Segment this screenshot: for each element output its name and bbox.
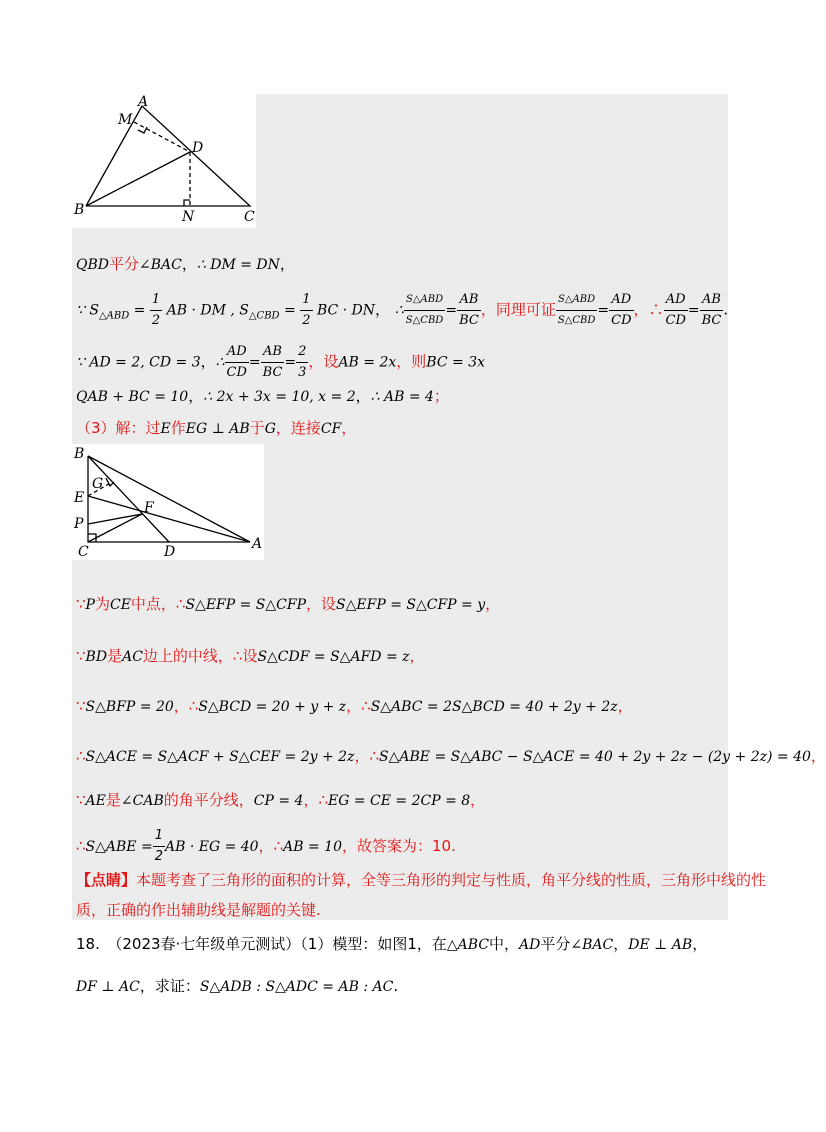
note-label: 【点睛】 bbox=[76, 871, 137, 889]
math: E bbox=[160, 421, 171, 437]
period: . bbox=[723, 300, 729, 319]
text: ，设 bbox=[308, 352, 339, 371]
text: 平分 bbox=[540, 935, 571, 953]
denominator: 2 bbox=[151, 313, 161, 328]
numerator: 1 bbox=[153, 826, 165, 847]
fraction bbox=[296, 342, 308, 383]
text: 是 bbox=[107, 647, 123, 665]
fig1-label-a: A bbox=[138, 94, 149, 110]
fig2-label-b: B bbox=[74, 446, 85, 462]
equals: = bbox=[445, 302, 458, 319]
question-18-line-2 bbox=[76, 976, 398, 997]
numerator: 1 bbox=[300, 290, 312, 311]
math: BC = 3x bbox=[426, 354, 485, 371]
math: AB + BC = 10 bbox=[87, 389, 189, 405]
because-symbol: ∵ bbox=[76, 595, 86, 613]
comma: ， bbox=[409, 647, 425, 665]
fig2-label-f: F bbox=[144, 500, 154, 516]
text: 为 bbox=[94, 595, 110, 613]
fraction bbox=[609, 290, 633, 331]
comma: ， bbox=[341, 419, 357, 437]
numerator: 2 bbox=[296, 342, 308, 363]
comma: ， bbox=[181, 255, 197, 273]
subscript: △CBD bbox=[248, 310, 280, 322]
comma: ， bbox=[810, 747, 826, 765]
fraction-half bbox=[300, 290, 312, 331]
text: ，连接 bbox=[275, 419, 321, 437]
math: CF bbox=[320, 421, 342, 437]
text: ，同理可证 bbox=[480, 300, 556, 319]
fraction-half bbox=[150, 290, 162, 331]
text: 边上的中线，∴设 bbox=[142, 647, 258, 665]
fig2-label-g: G bbox=[92, 476, 104, 492]
note-text: 质，正确的作出辅助线是解题的关键. bbox=[76, 901, 321, 919]
fig1-label-d: D bbox=[192, 140, 204, 156]
numerator: S△ABD bbox=[404, 290, 446, 311]
math: EG ⊥ AB bbox=[185, 421, 250, 437]
fraction-half bbox=[153, 826, 165, 867]
text: ，∴ bbox=[346, 697, 371, 715]
comma: ， bbox=[470, 791, 486, 809]
comma: ， bbox=[692, 935, 708, 953]
math: AE bbox=[85, 793, 106, 809]
fraction bbox=[225, 342, 249, 383]
math: CE bbox=[109, 597, 131, 613]
line-9 bbox=[76, 746, 826, 767]
math: AB · DM , S bbox=[162, 302, 249, 319]
text: ，∴ bbox=[354, 747, 380, 765]
line-2 bbox=[76, 290, 728, 331]
math: AB = 2x bbox=[338, 354, 397, 371]
text: 中点，∴ bbox=[130, 595, 186, 613]
line-13 bbox=[76, 900, 321, 920]
because-symbol: ∵ bbox=[76, 697, 86, 715]
math: AB = 10 bbox=[283, 839, 342, 855]
math: ∵ AD = 2, CD = 3 bbox=[76, 354, 201, 371]
math: S△ABE = bbox=[85, 839, 153, 855]
denominator: BC bbox=[701, 313, 722, 328]
math: S△EFP = S△CFP bbox=[185, 597, 307, 613]
math: S△ABC = 2S△BCD = 40 + 2y + 2z bbox=[370, 699, 618, 715]
therefore-symbol: ∴ bbox=[76, 837, 86, 855]
fig2-label-e: E bbox=[74, 490, 85, 506]
math: S△BCD = 20 + y + z bbox=[198, 699, 347, 715]
fraction bbox=[556, 290, 598, 331]
comma: ， bbox=[485, 595, 501, 613]
fig2-label-c: C bbox=[78, 544, 89, 560]
math: S△ADB : S△ADC = AB : AC bbox=[199, 979, 394, 995]
math: P bbox=[85, 597, 95, 613]
line-7 bbox=[76, 646, 425, 667]
note-text: 本题考查了三角形的面积的计算，全等三角形的判定与性质，角平分线的性质，三角形中线的性 bbox=[136, 871, 767, 889]
text: 于 bbox=[249, 419, 265, 437]
therefore-symbol: ∴ bbox=[215, 354, 225, 371]
equals: = bbox=[687, 302, 700, 319]
triangle-figure-1-svg bbox=[72, 94, 256, 228]
line-5 bbox=[76, 418, 356, 439]
fig1-label-n: N bbox=[182, 209, 195, 225]
denominator: 2 bbox=[302, 313, 311, 328]
equals: = bbox=[284, 354, 297, 371]
fraction bbox=[404, 290, 446, 331]
fig2-label-a: A bbox=[252, 536, 263, 552]
comma: ， bbox=[200, 352, 216, 371]
triangle-figure-2-svg bbox=[72, 444, 264, 560]
math: △ABC bbox=[446, 937, 490, 953]
fig1-label-c: C bbox=[244, 209, 255, 225]
math: G bbox=[264, 421, 276, 437]
numerator: AB bbox=[457, 290, 481, 311]
denominator: BC bbox=[262, 365, 283, 380]
denominator: 3 bbox=[298, 365, 307, 380]
math: BD bbox=[85, 649, 108, 665]
period: . bbox=[393, 977, 399, 995]
comma: ， bbox=[279, 255, 295, 273]
math: ∴ 2x + 3x = 10, x = 2 bbox=[203, 389, 356, 405]
equals: = bbox=[597, 302, 610, 319]
line-6 bbox=[76, 594, 500, 615]
comma: ， bbox=[355, 387, 371, 405]
fig1-label-b: B bbox=[74, 202, 85, 218]
fraction bbox=[700, 290, 724, 331]
numerator: AB bbox=[261, 342, 285, 363]
math: = bbox=[279, 302, 301, 319]
math: ∠BAC bbox=[570, 937, 614, 953]
math: ∵ S bbox=[76, 302, 99, 319]
text: 中， bbox=[489, 935, 520, 953]
denominator: CD bbox=[611, 313, 632, 328]
comma: ， bbox=[613, 935, 629, 953]
because-symbol: Q bbox=[76, 389, 88, 405]
math: S△CDF = S△AFD = z bbox=[257, 649, 410, 665]
text: （3）解：过 bbox=[76, 419, 161, 437]
fraction bbox=[664, 290, 688, 331]
text: ，故答案为：10. bbox=[341, 837, 456, 855]
therefore-symbol: ∴ bbox=[394, 302, 404, 319]
math: S△ACE = S△ACF + S△CEF = 2y + 2z bbox=[85, 749, 355, 765]
question-18-line-1 bbox=[76, 934, 707, 955]
math: ∠BAC bbox=[139, 257, 182, 273]
numerator: S△ABD bbox=[556, 290, 598, 311]
line-4 bbox=[76, 386, 449, 407]
denominator: 2 bbox=[154, 849, 163, 864]
text: ，∴ bbox=[258, 837, 284, 855]
fig2-label-d: D bbox=[164, 544, 176, 560]
text: ，∴ bbox=[633, 300, 664, 319]
math: ∴ DM = DN bbox=[196, 257, 280, 273]
numerator: AD bbox=[225, 342, 249, 363]
subscript: △ABD bbox=[98, 310, 130, 322]
because-symbol: Q bbox=[76, 257, 88, 273]
denominator: CD bbox=[226, 365, 247, 380]
denominator: BC bbox=[459, 313, 479, 328]
semicolon: ； bbox=[433, 387, 449, 405]
math: S△ABE = S△ABC − S△ACE = 40 + 2y + 2z − (2y + 2z) = 40 bbox=[379, 749, 811, 765]
line-12 bbox=[76, 870, 766, 890]
math: AD bbox=[519, 937, 541, 953]
therefore-symbol: ∴ bbox=[76, 747, 86, 765]
math: DE ⊥ AB bbox=[628, 937, 693, 953]
math-bd: BD bbox=[87, 257, 109, 273]
numerator: AB bbox=[700, 290, 724, 311]
math: S△EFP = S△CFP = y bbox=[336, 597, 486, 613]
text: 的角平分线， bbox=[163, 791, 254, 809]
math: CP = 4 bbox=[253, 793, 304, 809]
triangle-figure-2 bbox=[72, 444, 264, 560]
text: 是 bbox=[105, 791, 121, 809]
because-symbol: ∵ bbox=[76, 647, 86, 665]
denominator: S△CBD bbox=[557, 315, 596, 326]
comma: ， bbox=[375, 300, 391, 319]
text: 平分 bbox=[109, 255, 140, 273]
fig1-label-m: M bbox=[118, 112, 133, 128]
math: BC · DN bbox=[312, 302, 376, 319]
math: = bbox=[129, 302, 150, 319]
math: EG = CE = 2CP = 8 bbox=[327, 793, 471, 809]
text: ，设 bbox=[306, 595, 337, 613]
text: ，求证： bbox=[139, 977, 200, 995]
math: S△BFP = 20 bbox=[85, 699, 174, 715]
numerator: 1 bbox=[150, 290, 162, 311]
text: 18. （2023春·七年级单元测试）（1）模型：如图1，在 bbox=[76, 935, 447, 953]
line-10 bbox=[76, 790, 485, 811]
math: ∠CAB bbox=[120, 793, 164, 809]
line-1 bbox=[76, 254, 295, 275]
equals: = bbox=[248, 354, 261, 371]
denominator: CD bbox=[665, 313, 686, 328]
denominator: S△CBD bbox=[405, 315, 444, 326]
numerator: AD bbox=[609, 290, 633, 311]
text: ，∴ bbox=[303, 791, 328, 809]
line-11 bbox=[76, 826, 456, 867]
math: DF ⊥ AC bbox=[76, 979, 140, 995]
fraction bbox=[261, 342, 285, 383]
text: ，则 bbox=[396, 352, 427, 371]
line-3 bbox=[76, 342, 485, 383]
math: AC bbox=[122, 649, 143, 665]
math: AB · EG = 40 bbox=[164, 839, 259, 855]
math: ∴ AB = 4 bbox=[370, 389, 434, 405]
comma: ， bbox=[188, 387, 204, 405]
comma: ， bbox=[617, 697, 633, 715]
fraction bbox=[457, 290, 481, 331]
triangle-figure-1 bbox=[72, 94, 256, 228]
text: ，∴ bbox=[173, 697, 199, 715]
line-8 bbox=[76, 696, 633, 717]
because-symbol: ∵ bbox=[76, 791, 86, 809]
numerator: AD bbox=[664, 290, 688, 311]
text: 作 bbox=[170, 419, 186, 437]
fig2-label-p: P bbox=[74, 516, 84, 532]
